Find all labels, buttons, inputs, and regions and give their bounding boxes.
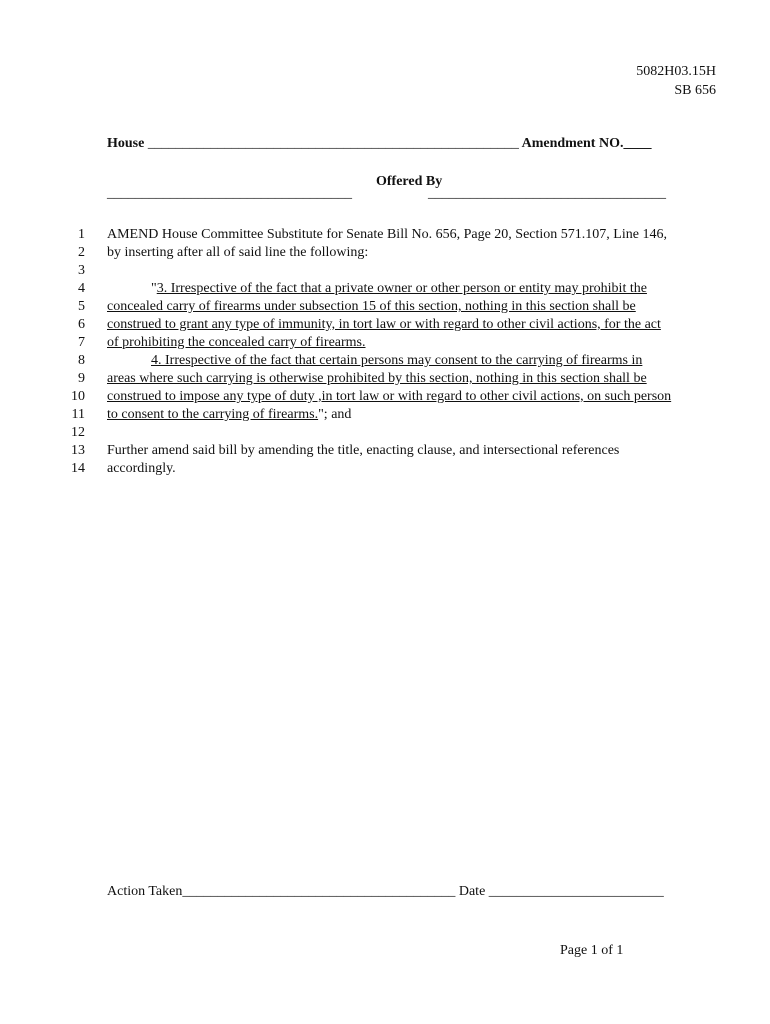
- bill-number: SB 656: [674, 83, 716, 98]
- text-line: [0, 388, 770, 406]
- line-number: 13: [71, 443, 85, 458]
- line-number: 10: [71, 389, 85, 404]
- action-taken-blank: _______________________________________: [182, 884, 456, 899]
- line-number: 4: [78, 281, 85, 296]
- line-number: 9: [78, 371, 85, 386]
- text-line: [0, 424, 770, 442]
- action-taken-label: Action Taken: [107, 884, 183, 899]
- inserted-text: of prohibiting the concealed carry of firearms.: [107, 335, 366, 350]
- text-line: [0, 280, 770, 298]
- date-blank: _________________________: [488, 884, 664, 899]
- line-number: 11: [71, 407, 85, 422]
- inserted-text: areas where such carrying is otherwise prohibited by this section, nothing in this section shall be: [107, 371, 647, 386]
- text-line: [0, 316, 770, 334]
- line-number: 12: [71, 425, 85, 440]
- inserted-text: concealed carry of firearms under subsection 15 of this section, nothing in this section shall be: [107, 299, 636, 314]
- text-line: [0, 298, 770, 316]
- text-line: [0, 334, 770, 352]
- text-line: [0, 262, 770, 280]
- action-taken-row: [107, 884, 664, 900]
- inserted-text: 4. Irrespective of the fact that certain persons may consent to the carrying of firearms in: [151, 353, 643, 368]
- offered-by-label: Offered By: [376, 174, 443, 189]
- document-id: 5082H03.15H: [636, 64, 716, 79]
- line-number: 8: [78, 353, 85, 368]
- offered-by-blank-right: __________________________________: [428, 186, 666, 201]
- house-amendment-row: [107, 136, 651, 152]
- line-text: AMEND House Committee Substitute for Senate Bill No. 656, Page 20, Section 571.107, Line 146,: [107, 227, 667, 242]
- house-blank: _____________________________________________________: [147, 136, 519, 151]
- text-line: [0, 370, 770, 388]
- line-number: 1: [78, 227, 85, 242]
- text-line: [0, 352, 770, 370]
- inserted-text: to consent to the carrying of firearms.: [107, 407, 319, 422]
- inserted-text: construed to impose any type of duty ,in tort law or with regard to other civil actions, on such person: [107, 389, 672, 404]
- line-number: 14: [71, 461, 85, 476]
- close-quote: "; and: [318, 407, 352, 422]
- date-label: Date: [458, 884, 486, 899]
- line-text: Further amend said bill by amending the title, enacting clause, and intersectional references: [107, 443, 620, 458]
- text-line: [0, 442, 770, 460]
- amendment-number-label: Amendment NO.____: [521, 136, 652, 151]
- house-label: House: [107, 136, 145, 151]
- page-number: Page 1 of 1: [560, 943, 624, 958]
- open-quote: ": [151, 281, 157, 296]
- text-line: [0, 244, 770, 262]
- inserted-text: construed to grant any type of immunity, in tort law or with regard to other civil actions, for the act: [107, 317, 661, 332]
- line-text: by inserting after all of said line the following:: [107, 245, 369, 260]
- line-number: 3: [78, 263, 85, 278]
- text-line: [0, 460, 770, 478]
- text-line: [0, 226, 770, 244]
- line-number: 7: [78, 335, 85, 350]
- line-number: 6: [78, 317, 85, 332]
- text-line: [0, 406, 770, 424]
- line-number: 5: [78, 299, 85, 314]
- line-text: accordingly.: [107, 461, 176, 476]
- line-number: 2: [78, 245, 85, 260]
- inserted-text: 3. Irrespective of the fact that a private owner or other person or entity may prohibit the: [156, 281, 647, 296]
- offered-by-blank-left: ___________________________________: [107, 186, 352, 201]
